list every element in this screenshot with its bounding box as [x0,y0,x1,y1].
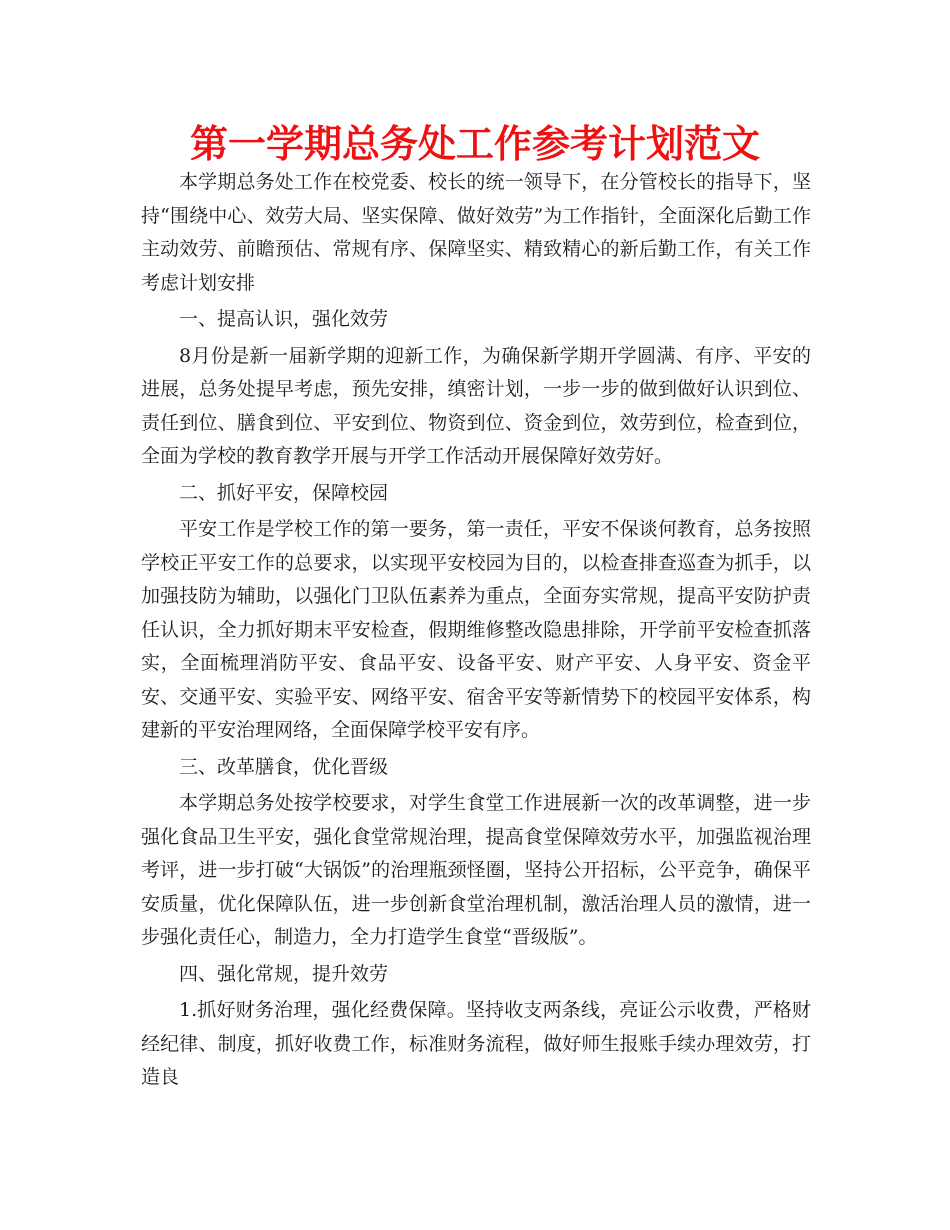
section-paragraph-2: 平安工作是学校工作的第一要务，第一责任，平安不保谈何教育，总务按照学校正平安工作的总要求，以实现平安校园为目的，以检查排查巡查为抓手，以加强技防为辅助，以强化门卫队伍素养为重点，全面夯实常规，提高平安防护责任认识，全力抓好期末平安检查，假期维修整改隐患排除，开学前平安检查抓落实，全面梳理消防平安、食品平安、设备平安、财产平安、人身平安、资金平安、交通平安、实验平安、网络平安、宿舍平安等新情势下的校园平安体系，构建新的平安治理网络，全面保障学校平安有序。 [141,518,811,741]
document-body [141,166,811,1098]
section-paragraph-1: 8月份是新一届新学期的迎新工作，为确保新学期开学圆满、有序、平安的进展，总务处提早考虑，预先安排，缜密计划，一步一步的做到做好认识到位、责任到位、膳食到位、平安到位、物资到位、资金到位，效劳到位，检查到位，全面为学校的教育教学开展与开学工作活动开展保障好效劳好。 [141,344,811,467]
intro-paragraph: 本学期总务处工作在校党委、校长的统一领导下，在分管校长的指导下，坚持“围绕中心、效劳大局、坚实保障、做好效劳”为工作指针，全面深化后勤工作主动效劳、前瞻预估、常规有序、保障坚实、精致精心的新后勤工作，有关工作考虑计划安排 [141,171,811,294]
section-paragraph-3: 本学期总务处按学校要求，对学生食堂工作进展新一次的改革调整，进一步强化食品卫生平安，强化食堂常规治理，提高食堂保障效劳水平，加强监视治理考评，进一步打破“大锅饭”的治理瓶颈怪圈，坚持公开招标，公平竞争，确保平安质量，优化保障队伍，进一步创新食堂治理机制，激活治理人员的激情，进一步强化责任心，制造力，全力打造学生食堂“晋级版”。 [141,792,811,948]
section-paragraph-4: 1.抓好财务治理，强化经费保障。坚持收支两条线，亮证公示收费，严格财经纪律、制度，抓好收费工作，标准财务流程，做好师生报账手续办理效劳，打造良 [141,999,811,1088]
section-heading-1: 一、提高认识，强化效劳 [179,308,389,330]
section-heading-2: 二、抓好平安，保障校园 [179,481,389,504]
section-heading-3: 三、改革膳食，优化晋级 [179,755,389,778]
document-title: 第一学期总务处工作参考计划范文 [189,121,760,166]
section-heading-4: 四、强化常规，提升效劳 [179,962,389,985]
